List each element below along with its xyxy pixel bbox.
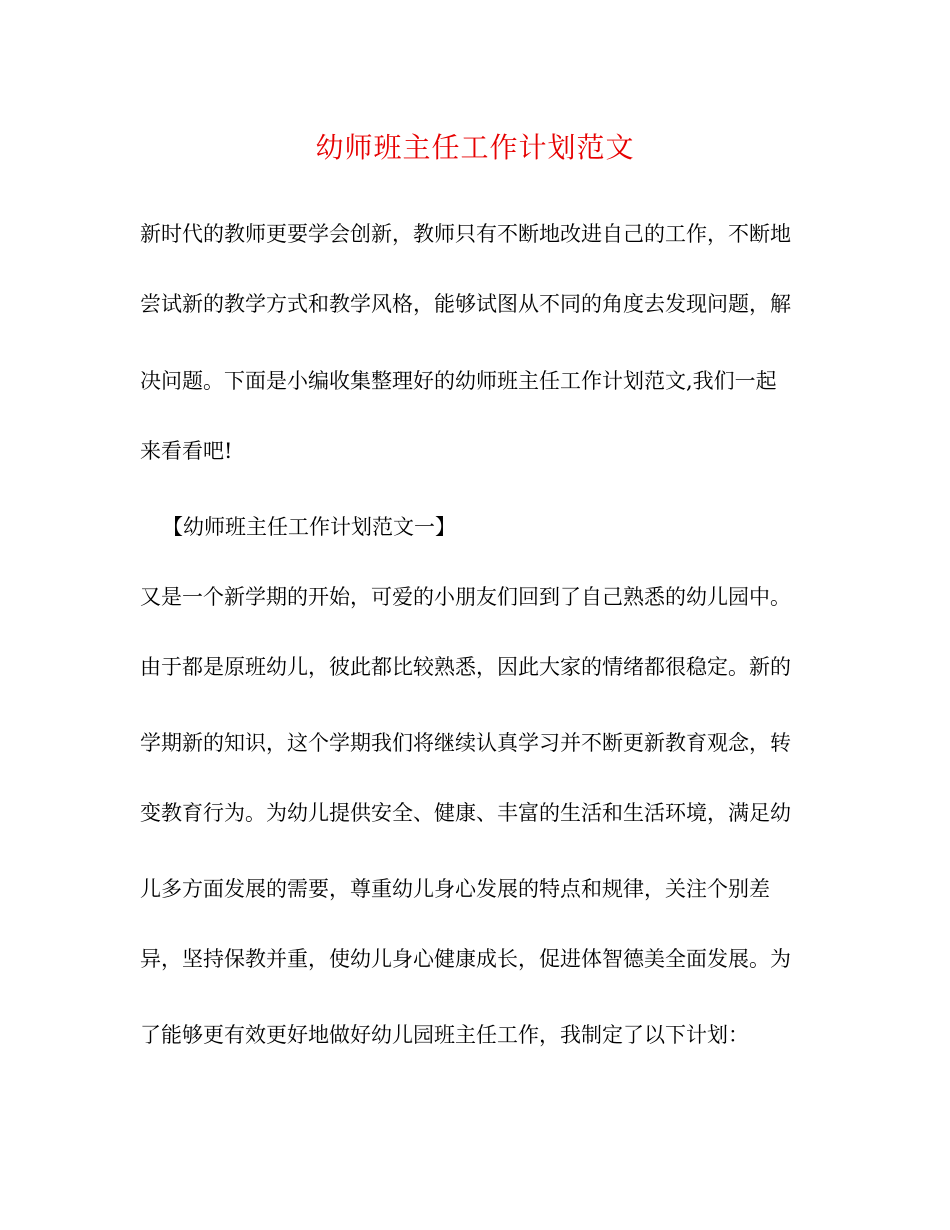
intro-line-2: 尝试新的教学方式和教学风格，能够试图从不同的角度去发现问题，解 — [140, 292, 791, 316]
body-line-4: 变教育行为。为幼儿提供安全、健康、丰富的生活和生活环境，满足幼 — [140, 801, 791, 825]
intro-line-1: 新时代的教师更要学会创新，教师只有不断地改进自己的工作，不断地 — [140, 222, 791, 246]
body-line-3: 学期新的知识，这个学期我们将继续认真学习并不断更新教育观念，转 — [140, 731, 791, 755]
intro-line-4: 来看看吧! — [140, 439, 233, 463]
section-heading: 【幼师班主任工作计划范文一】 — [162, 515, 456, 539]
intro-line-3: 决问题。下面是小编收集整理好的幼师班主任工作计划范文,我们一起 — [140, 369, 777, 393]
document-title: 幼师班主任工作计划范文 — [315, 131, 635, 164]
body-line-5: 儿多方面发展的需要，尊重幼儿身心发展的特点和规律，关注个别差 — [140, 877, 770, 901]
body-line-7: 了能够更有效更好地做好幼儿园班主任工作，我制定了以下计划： — [140, 1023, 749, 1047]
body-line-1: 又是一个新学期的开始，可爱的小朋友们回到了自己熟悉的幼儿园中。 — [140, 585, 791, 609]
body-line-6: 异，坚持保教并重，使幼儿身心健康成长，促进体智德美全面发展。为 — [140, 947, 791, 971]
body-line-2: 由于都是原班幼儿，彼此都比较熟悉，因此大家的情绪都很稳定。新的 — [140, 655, 791, 679]
